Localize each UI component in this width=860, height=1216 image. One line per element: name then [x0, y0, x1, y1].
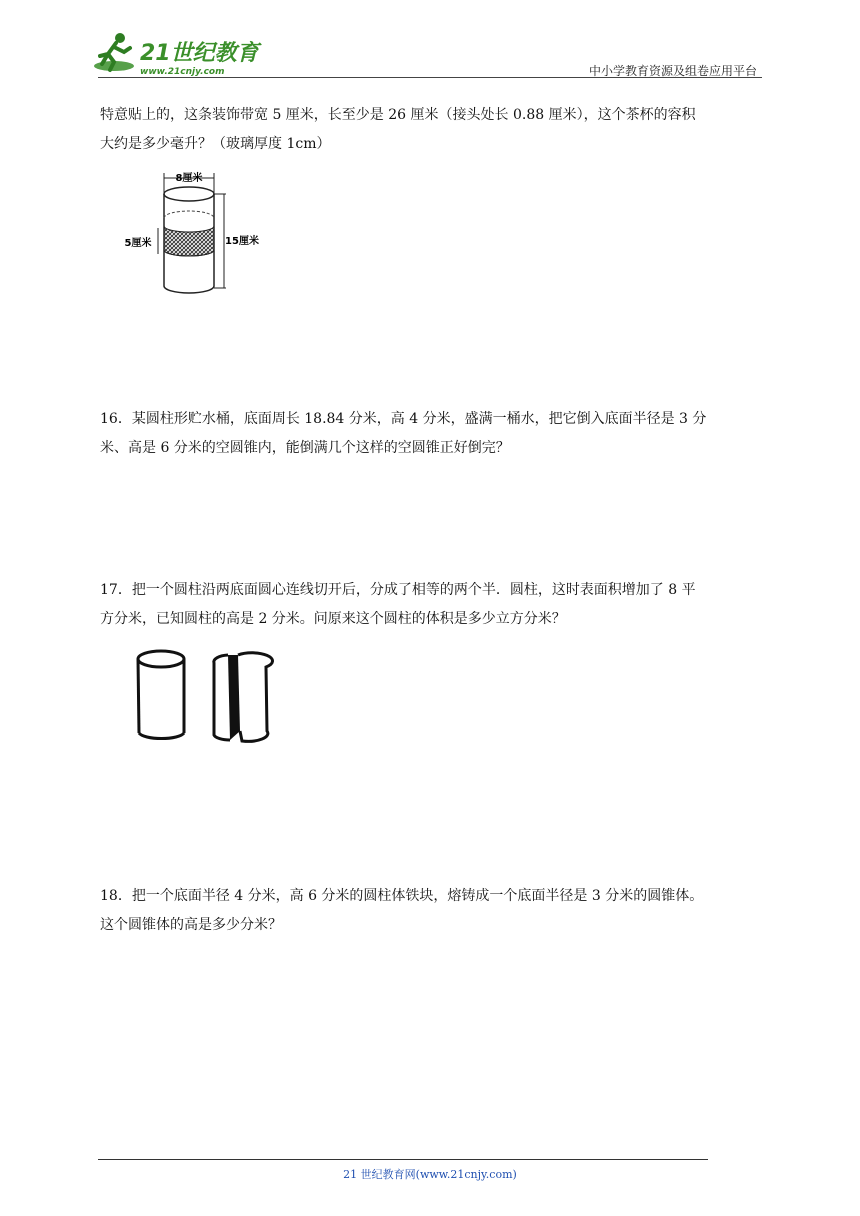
question-line: 16．某圆柱形贮水桶，底面周长 18.84 分米，高 4 分米，盛满一桶水，把它倒入底面半径是 3 分	[100, 411, 707, 427]
question-17-text	[100, 576, 762, 634]
runner-logo-icon	[92, 30, 267, 80]
site-logo	[92, 30, 267, 80]
site-name: 中小学教育资源及组卷应用平台	[588, 64, 757, 78]
cylinder-cut-figure	[130, 645, 290, 745]
question-line: 18．把一个底面半径 4 分米，高 6 分米的圆柱体铁块，熔铸成一个底面半径是 3 分米的圆锥体。	[100, 888, 704, 904]
question-line: 大约是多少毫升？（玻璃厚度 1cm）	[100, 136, 331, 152]
question-18-text	[100, 882, 762, 940]
right-dimension-label: 15厘米	[225, 236, 259, 247]
half-cylinders-icon	[214, 653, 273, 742]
cup-figure	[118, 166, 268, 301]
question-line: 17．把一个圆柱沿两底面圆心连线切开后，分成了相等的两个半．圆柱，这时表面积增加了 8 平	[100, 582, 696, 598]
logo-url-text: www.21cnjy.com	[140, 67, 225, 77]
top-dimension-label: 8厘米	[175, 173, 203, 184]
question-line: 这个圆锥体的高是多少分米？	[100, 917, 282, 933]
question-line: 特意贴上的，这条装饰带宽 5 厘米，长至少是 26 厘米（接头处长 0.88 厘米），这个茶杯的容积	[100, 107, 696, 123]
question-line: 方分米，已知圆柱的高是 2 分米。问原来这个圆柱的体积是多少立方分米？	[100, 611, 566, 627]
question-16-text	[100, 405, 762, 463]
question-line: 米、高是 6 分米的空圆锥内，能倒满几个这样的空圆锥正好倒完？	[100, 440, 510, 456]
left-dimension-label: 5厘米	[124, 238, 152, 249]
header-divider	[98, 77, 762, 78]
question-15-text	[100, 101, 762, 159]
footer-divider	[98, 1159, 708, 1160]
footer-text: 21 世纪教育网(www.21cnjy.com)	[343, 1168, 517, 1181]
logo-main-text: 21世纪教育	[140, 41, 259, 66]
whole-cylinder-icon	[138, 651, 184, 739]
